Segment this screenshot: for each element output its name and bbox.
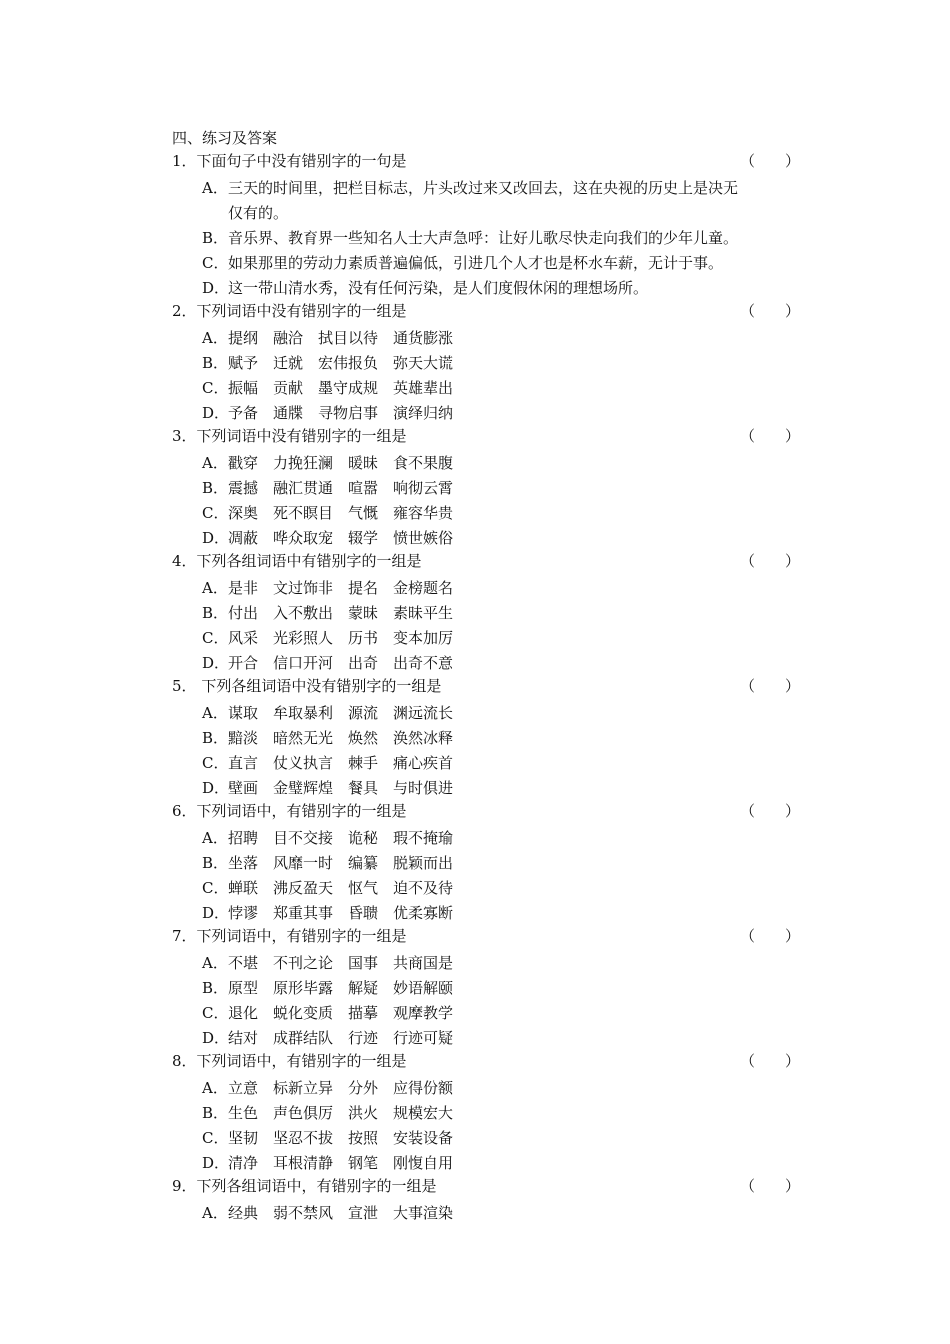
option-letter: B． xyxy=(202,479,229,497)
option-letter: C． xyxy=(202,1004,229,1022)
answer-blank: （ ） xyxy=(739,1177,800,1195)
question-number: 4． xyxy=(172,552,197,570)
question-number: 5． xyxy=(172,677,197,695)
option-letter: C． xyxy=(202,504,229,522)
option-text: 壁画 金璧辉煌 餐具 与时俱进 xyxy=(228,779,454,797)
option-letter: D． xyxy=(202,779,230,797)
question-number: 9． xyxy=(172,1177,197,1195)
option-letter: A． xyxy=(202,954,228,972)
answer-blank: （ ） xyxy=(739,552,800,570)
question-stem xyxy=(172,426,802,451)
option-letter: B． xyxy=(202,354,229,372)
option-text: 结对 成群结队 行迹 行迹可疑 xyxy=(228,1029,454,1047)
option-letter: A． xyxy=(202,454,228,472)
question-stem xyxy=(172,676,802,701)
question-list xyxy=(172,151,802,1226)
option-d xyxy=(172,276,802,301)
question-text: 下列词语中，有错别字的一组是 xyxy=(196,927,407,945)
question-stem xyxy=(172,926,802,951)
answer-blank: （ ） xyxy=(739,152,800,170)
option-c xyxy=(172,1126,802,1151)
option-text: 清净 耳根清静 钢笔 刚愎自用 xyxy=(228,1154,454,1172)
option-text: 坐落 风靡一时 编纂 脱颖而出 xyxy=(228,854,454,872)
option-letter: C． xyxy=(202,1129,229,1147)
option-d xyxy=(172,1151,802,1176)
answer-blank: （ ） xyxy=(739,677,800,695)
option-letter: A． xyxy=(202,829,228,847)
option-text: 赋予 迁就 宏伟报负 弥天大谎 xyxy=(228,354,454,372)
question-number: 2． xyxy=(172,302,197,320)
question-text: 下列词语中没有错别字的一组是 xyxy=(196,302,407,320)
option-text: 是非 文过饰非 提名 金榜题名 xyxy=(228,579,454,597)
question-text: 下面句子中没有错别字的一句是 xyxy=(196,152,407,170)
option-c xyxy=(172,626,802,651)
option-list xyxy=(172,451,802,551)
option-letter: D． xyxy=(202,654,230,672)
option-text-continued: 仅有的。 xyxy=(228,204,289,222)
option-b xyxy=(172,1101,802,1126)
option-text: 震撼 融汇贯通 喧嚣 响彻云霄 xyxy=(228,479,454,497)
question-stem xyxy=(172,151,802,176)
option-d xyxy=(172,526,802,551)
option-letter: D． xyxy=(202,529,230,547)
option-letter: C． xyxy=(202,379,229,397)
question-stem xyxy=(172,801,802,826)
answer-blank: （ ） xyxy=(739,427,800,445)
option-text: 音乐界、教育界一些知名人士大声急呼：让好儿歌尽快走向我们的少年儿童。 xyxy=(228,229,739,247)
option-a xyxy=(172,1076,802,1101)
option-c xyxy=(172,251,802,276)
option-c xyxy=(172,376,802,401)
question-4 xyxy=(172,551,802,676)
option-d xyxy=(172,651,802,676)
option-list xyxy=(172,576,802,676)
option-b xyxy=(172,976,802,1001)
option-letter: A． xyxy=(202,579,228,597)
option-c xyxy=(172,1001,802,1026)
option-text: 予备 通牒 寻物启事 演绎归纳 xyxy=(228,404,454,422)
answer-blank: （ ） xyxy=(739,1052,800,1070)
option-letter: C． xyxy=(202,879,229,897)
option-text: 谋取 牟取暴利 源流 渊远流长 xyxy=(228,704,454,722)
question-3 xyxy=(172,426,802,551)
option-b xyxy=(172,226,802,251)
answer-blank: （ ） xyxy=(739,302,800,320)
question-5 xyxy=(172,676,802,801)
answer-blank: （ ） xyxy=(739,927,800,945)
answer-blank: （ ） xyxy=(739,802,800,820)
question-stem xyxy=(172,1176,802,1201)
option-a xyxy=(172,701,802,726)
question-stem xyxy=(172,1051,802,1076)
option-text: 三天的时间里，把栏目标志，片头改过来又改回去，这在央视的历史上是决无 xyxy=(228,179,739,197)
option-text: 振幅 贡献 墨守成规 英雄辈出 xyxy=(228,379,454,397)
option-letter: B． xyxy=(202,979,229,997)
option-letter: A． xyxy=(202,1204,228,1222)
option-b xyxy=(172,851,802,876)
option-letter: B． xyxy=(202,604,229,622)
option-list xyxy=(172,1201,802,1226)
option-letter: B． xyxy=(202,854,229,872)
option-text: 招聘 目不交接 诡秘 瑕不掩瑜 xyxy=(228,829,454,847)
option-b xyxy=(172,601,802,626)
option-d xyxy=(172,401,802,426)
option-a xyxy=(172,1201,802,1226)
option-c xyxy=(172,501,802,526)
option-text: 凋蔽 哗众取宠 辍学 愤世嫉俗 xyxy=(228,529,454,547)
question-number: 1． xyxy=(172,152,197,170)
option-text: 退化 蜕化变质 描摹 观摩教学 xyxy=(228,1004,454,1022)
option-a xyxy=(172,451,802,476)
option-d xyxy=(172,1026,802,1051)
option-text: 坚韧 坚忍不拔 按照 安装设备 xyxy=(228,1129,454,1147)
option-a xyxy=(172,176,802,201)
question-text: 下列词语中没有错别字的一组是 xyxy=(196,427,407,445)
question-number: 8． xyxy=(172,1052,197,1070)
option-text: 经典 弱不禁风 宣泄 大事渲染 xyxy=(228,1204,454,1222)
option-continuation xyxy=(172,201,802,226)
question-8 xyxy=(172,1051,802,1176)
option-text: 不堪 不刊之论 国事 共商国是 xyxy=(228,954,454,972)
option-letter: C． xyxy=(202,754,229,772)
question-7 xyxy=(172,926,802,1051)
option-text: 生色 声色俱厉 洪火 规模宏大 xyxy=(228,1104,454,1122)
option-letter: A． xyxy=(202,1079,228,1097)
option-c xyxy=(172,876,802,901)
option-letter: D． xyxy=(202,904,230,922)
question-text: 下列词语中，有错别字的一组是 xyxy=(196,802,407,820)
question-number: 3． xyxy=(172,427,197,445)
question-stem xyxy=(172,301,802,326)
question-text: 下列各组词语中没有错别字的一组是 xyxy=(196,677,442,695)
option-text: 蝉联 沸反盈天 怄气 迫不及待 xyxy=(228,879,454,897)
option-d xyxy=(172,901,802,926)
option-c xyxy=(172,751,802,776)
question-stem xyxy=(172,551,802,576)
section-title: 四、练习及答案 xyxy=(172,129,278,147)
question-text: 下列各组词语中有错别字的一组是 xyxy=(196,552,422,570)
option-letter: D． xyxy=(202,1029,230,1047)
option-letter: A． xyxy=(202,329,228,347)
option-letter: C． xyxy=(202,629,229,647)
option-a xyxy=(172,326,802,351)
option-letter: A． xyxy=(202,704,228,722)
question-6 xyxy=(172,801,802,926)
option-letter: A． xyxy=(202,179,228,197)
option-text: 黯淡 暗然无光 焕然 涣然冰释 xyxy=(228,729,454,747)
option-text: 如果那里的劳动力素质普遍偏低，引进几个人才也是杯水车薪，无计于事。 xyxy=(228,254,724,272)
option-letter: D． xyxy=(202,1154,230,1172)
option-list xyxy=(172,826,802,926)
option-list xyxy=(172,176,802,301)
question-text: 下列各组词语中，有错别字的一组是 xyxy=(196,1177,437,1195)
option-text: 风采 光彩照人 历书 变本加厉 xyxy=(228,629,454,647)
option-text: 深奥 死不瞑目 气慨 雍容华贵 xyxy=(228,504,454,522)
option-text: 提纲 融洽 拭目以待 通货膨涨 xyxy=(228,329,454,347)
option-list xyxy=(172,1076,802,1176)
option-letter: B． xyxy=(202,1104,229,1122)
option-letter: B． xyxy=(202,729,229,747)
question-number: 6． xyxy=(172,802,197,820)
option-b xyxy=(172,476,802,501)
option-d xyxy=(172,776,802,801)
option-b xyxy=(172,351,802,376)
option-list xyxy=(172,951,802,1051)
option-a xyxy=(172,576,802,601)
option-letter: C． xyxy=(202,254,229,272)
option-text: 开合 信口开河 出奇 出奇不意 xyxy=(228,654,454,672)
question-1 xyxy=(172,151,802,301)
option-letter: D． xyxy=(202,404,230,422)
option-text: 直言 仗义执言 棘手 痛心疾首 xyxy=(228,754,454,772)
option-list xyxy=(172,326,802,426)
option-letter: D． xyxy=(202,279,230,297)
option-text: 原型 原形毕露 解疑 妙语解颐 xyxy=(228,979,454,997)
option-list xyxy=(172,701,802,801)
option-text: 立意 标新立异 分外 应得份额 xyxy=(228,1079,454,1097)
question-number: 7． xyxy=(172,927,197,945)
option-a xyxy=(172,951,802,976)
option-text: 悖谬 郑重其事 昏聩 优柔寡断 xyxy=(228,904,454,922)
option-a xyxy=(172,826,802,851)
option-text: 付出 入不敷出 蒙昧 素昧平生 xyxy=(228,604,454,622)
option-text: 这一带山清水秀，没有任何污染，是人们度假休闲的理想场所。 xyxy=(228,279,649,297)
question-text: 下列词语中，有错别字的一组是 xyxy=(196,1052,407,1070)
option-text: 戳穿 力挽狂澜 暖昧 食不果腹 xyxy=(228,454,454,472)
question-2 xyxy=(172,301,802,426)
option-letter: B． xyxy=(202,229,229,247)
question-9 xyxy=(172,1176,802,1226)
option-b xyxy=(172,726,802,751)
